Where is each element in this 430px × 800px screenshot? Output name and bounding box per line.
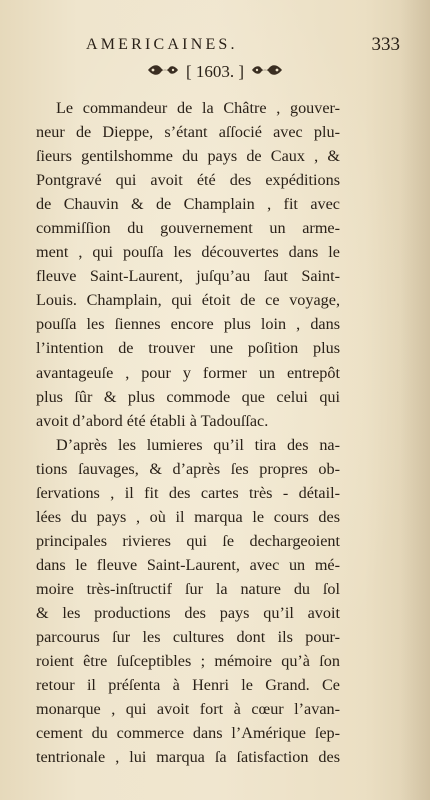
- text-line: avoit d’abord été établi à Tadouſſac.: [36, 411, 269, 430]
- text-line: retour il préſenta à Henri le Grand. Ce: [36, 676, 340, 695]
- text-line: Pontgravé qui avoit été des expéditions: [36, 171, 340, 190]
- text-line: & les productions des pays qu’il avoit: [36, 603, 340, 622]
- text-line: roient être ſuſceptibles ; mémoire qu’à ſon: [36, 652, 340, 671]
- body-text: [36, 96, 340, 769]
- text-line: tions ſauvages, & d’après ſes propres ob-: [36, 459, 340, 478]
- text-line: monarque , qui avoit fort à cœur l’avan-: [36, 700, 340, 719]
- text-line: tentrionale , lui marqua ſa ſatisfaction des: [36, 748, 340, 767]
- text-line: avantageuſe , pour y former un entrepôt: [36, 363, 340, 382]
- text-line: fleuve Saint-Laurent, juſqu’au ſaut Saint-: [36, 267, 340, 286]
- text-line: principales rivieres qui ſe dechargeoient: [36, 531, 340, 550]
- text-line: neur de Dieppe, s’étant aſſocié avec plu-: [36, 123, 340, 142]
- text-line: moire très-inſtructif ſur la nature du ſol: [36, 579, 340, 598]
- text-line: dans le fleuve Saint-Laurent, avec un mé-: [36, 555, 340, 574]
- year-heading: [0, 61, 430, 87]
- text-line: ment , qui pouſſa les découvertes dans le: [36, 243, 340, 262]
- left-fleuron-icon: [147, 62, 179, 81]
- text-line: ſieurs gentilshomme du pays de Caux , &: [36, 147, 340, 166]
- text-line: plus ſûr & plus commode que celui qui: [36, 387, 340, 406]
- text-line: de Chauvin & de Champlain , fit avec: [36, 195, 340, 214]
- text-line: Louis. Champlain, qui étoit de ce voyage,: [36, 291, 340, 310]
- page-header: [60, 34, 400, 60]
- text-line: D’après les lumieres qu’il tira des na-: [56, 435, 340, 454]
- text-line: parcourus ſur les cultures dont ils pour-: [36, 628, 340, 647]
- text-line: ſervations , il fit des cartes très - détail-: [36, 483, 340, 502]
- text-line: l’intention de trouver une poſition plus: [36, 339, 340, 358]
- text-line: commiſſion du gouvernement un arme-: [36, 219, 340, 238]
- running-head: AMERICAINES.: [86, 36, 238, 53]
- text-line: lées du pays , où il marqua le cours des: [36, 507, 340, 526]
- text-line: Le commandeur de la Châtre , gouver-: [56, 99, 340, 117]
- year-label: [ 1603. ]: [185, 61, 245, 81]
- page-edge-shadow: [400, 0, 430, 800]
- text-line: cement du commerce dans l’Amérique ſep-: [36, 724, 340, 743]
- text-line: pouſſa les ſiennes encore plus loin , dans: [36, 315, 340, 334]
- right-fleuron-icon: [251, 62, 283, 81]
- page-number: 333: [371, 34, 400, 55]
